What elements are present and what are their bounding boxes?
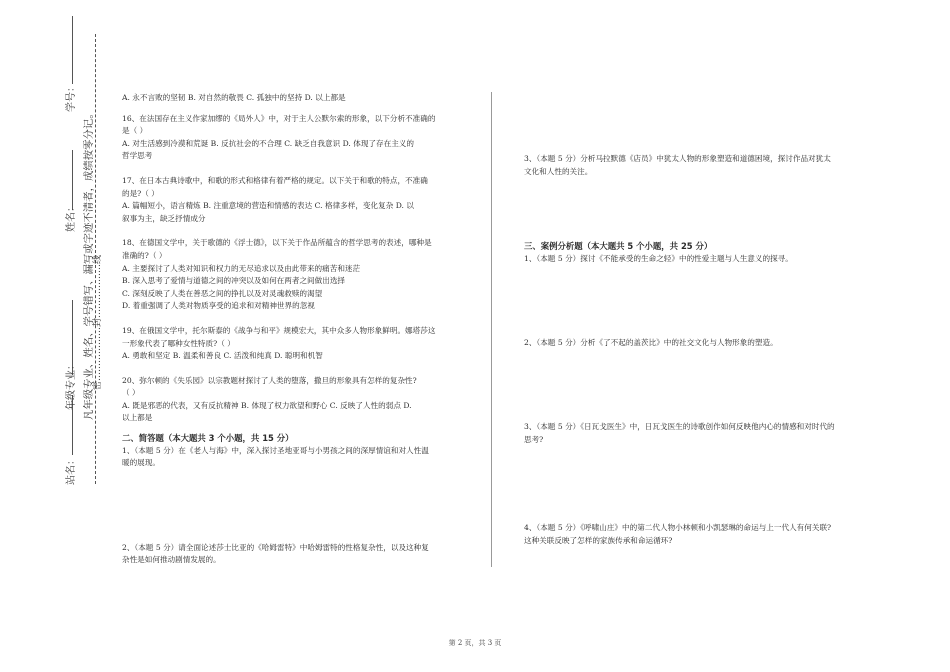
notice-text: 凡年级专业、姓名、学号错写、漏写或字迹不清者，成绩按零分记。 bbox=[83, 108, 95, 420]
question-line: 2、（本题 5 分）分析《了不起的盖茨比》中的社交文化与人物形象的塑造。 bbox=[524, 338, 778, 348]
section-2-title: 二、简答题（本大题共 3 个小题，共 15 分） bbox=[122, 433, 294, 444]
question-16 bbox=[122, 113, 467, 163]
option-line: 叙事为主，缺乏抒情成分 bbox=[122, 213, 206, 223]
option-line: A. 勇敢和坚定 B. 温柔和善良 C. 活泼和纯真 D. 聪明和机智 bbox=[122, 351, 323, 361]
question-line: 1、（本题 5 分）探讨《不能承受的生命之轻》中的性爱主题与人生意义的探寻。 bbox=[524, 253, 793, 263]
option-line: 以上都是 bbox=[122, 413, 153, 423]
page-footer: 第 2 页，共 3 页 bbox=[448, 639, 502, 647]
question-line: 文化和人性的关注。 bbox=[524, 166, 593, 176]
major-label: 年级专业： bbox=[66, 360, 77, 410]
seal-text: 密………………封………………线 bbox=[93, 254, 103, 390]
right-column bbox=[524, 92, 869, 547]
option-line: D. 着重强调了人类对物质享受的追求和对精神世界的忽视 bbox=[122, 301, 315, 311]
question-line: 思考? bbox=[524, 434, 544, 444]
option-line: C. 深刻反映了人类在善恶之间的挣扎以及对灵魂救赎的渴望 bbox=[122, 288, 323, 298]
question-line: 这种关联反映了怎样的家族传承和命运循环? bbox=[524, 535, 673, 545]
question-line: 18、在德国文学中，关于歌德的《浮士德》，以下关于作品所蕴含的哲学思考的表述，哪种是 bbox=[122, 238, 432, 248]
question-line: 3、（本题 5 分）《日瓦戈医生》中，日瓦戈医生的诗歌创作如何反映他内心的情感和对时代的 bbox=[524, 421, 835, 431]
option-line: A. 篇幅短小，语言精炼 B. 注重意境的营造和情感的表达 C. 格律多样，变化复杂 D. 以 bbox=[122, 201, 414, 211]
short-answer-2 bbox=[122, 542, 467, 567]
question-line: （ ） bbox=[122, 388, 140, 398]
question-line: 准确的?（ ） bbox=[122, 250, 167, 260]
question-line: 1、（本题 5 分）在《老人与海》中，深入探讨圣地亚哥与小男孩之间的深厚情谊和对人性温 bbox=[122, 445, 429, 455]
option-line: A. 既是邪恶的代表，又有反抗精神 B. 体现了权力欲望和野心 C. 反映了人性的弱点 D. bbox=[122, 400, 412, 410]
case-question-2 bbox=[524, 337, 869, 350]
question-line: 4、（本题 5 分）《呼啸山庄》中的第二代人物小林顿和小凯瑟琳的命运与上一代人有何关联? bbox=[524, 523, 832, 533]
option-line: A. 永不言败的坚韧 B. 对自然的敬畏 C. 孤独中的坚持 D. 以上都是 bbox=[122, 93, 346, 102]
question-line: 的是?（ ） bbox=[122, 188, 159, 198]
student-id-underline bbox=[72, 16, 73, 84]
question-line: 20、弥尔顿的《失乐园》以宗教题材探讨了人类的堕落，撒旦的形象具有怎样的复杂性? bbox=[122, 375, 417, 385]
question-line: 一形象代表了哪种女性特质?（ ） bbox=[122, 338, 235, 348]
option-line: 哲学思考 bbox=[122, 151, 153, 161]
option-line: A. 主要探讨了人类对知识和权力的无尽追求以及由此带来的痛苦和迷茫 bbox=[122, 263, 361, 273]
name-underline bbox=[72, 150, 73, 210]
question-line: 19、在俄国文学中，托尔斯泰的《战争与和平》规模宏大，其中众多人物形象鲜明。娜塔莎这 bbox=[122, 325, 436, 335]
question-line: 3、（本题 5 分）分析马拉默德《店员》中犹太人物的形象塑造和道德困境，探讨作品对犹太 bbox=[524, 154, 831, 163]
question-line: 17、在日本古典诗歌中，和歌的形式和格律有着严格的规定。以下关于和歌的特点，不准确 bbox=[122, 175, 428, 185]
question-20 bbox=[122, 375, 467, 425]
question-line: 16、在法国存在主义作家加缪的《局外人》中，对于主人公默尔索的形象，以下分析不准确的 bbox=[122, 113, 436, 123]
question-line: 2、（本题 5 分）请全面论述莎士比亚的《哈姆雷特》中哈姆雷特的性格复杂性，以及这种复 bbox=[122, 542, 429, 552]
option-line: A. 对生活感到冷漠和荒诞 B. 反抗社会的不合理 C. 缺乏自我意识 D. 体现了存在主义的 bbox=[122, 138, 414, 148]
question-18 bbox=[122, 237, 467, 313]
case-question-4 bbox=[524, 522, 869, 547]
question-19 bbox=[122, 325, 467, 363]
case-question-3 bbox=[524, 421, 869, 446]
option-line: B. 深入思考了爱情与道德之间的冲突以及如何在两者之间做出选择 bbox=[122, 276, 346, 286]
left-column bbox=[122, 92, 467, 567]
binding-margin bbox=[0, 0, 120, 672]
section-3-title: 三、案例分析题（本大题共 5 个小题，共 25 分） bbox=[524, 241, 713, 252]
column-divider bbox=[491, 92, 492, 567]
name-label: 姓名： bbox=[66, 202, 77, 232]
student-id-label: 学号： bbox=[66, 82, 77, 112]
question-line: 是（ ） bbox=[122, 126, 148, 136]
short-answer-3 bbox=[524, 153, 869, 178]
question-line: 杂性是如何推动剧情发展的。 bbox=[122, 555, 221, 565]
question-17 bbox=[122, 175, 467, 225]
school-label: 站名： bbox=[66, 455, 77, 485]
case-question-1 bbox=[524, 253, 869, 266]
question-line: 暖的展现。 bbox=[122, 458, 160, 468]
question-15-options bbox=[122, 92, 467, 105]
short-answer-1 bbox=[122, 445, 467, 470]
